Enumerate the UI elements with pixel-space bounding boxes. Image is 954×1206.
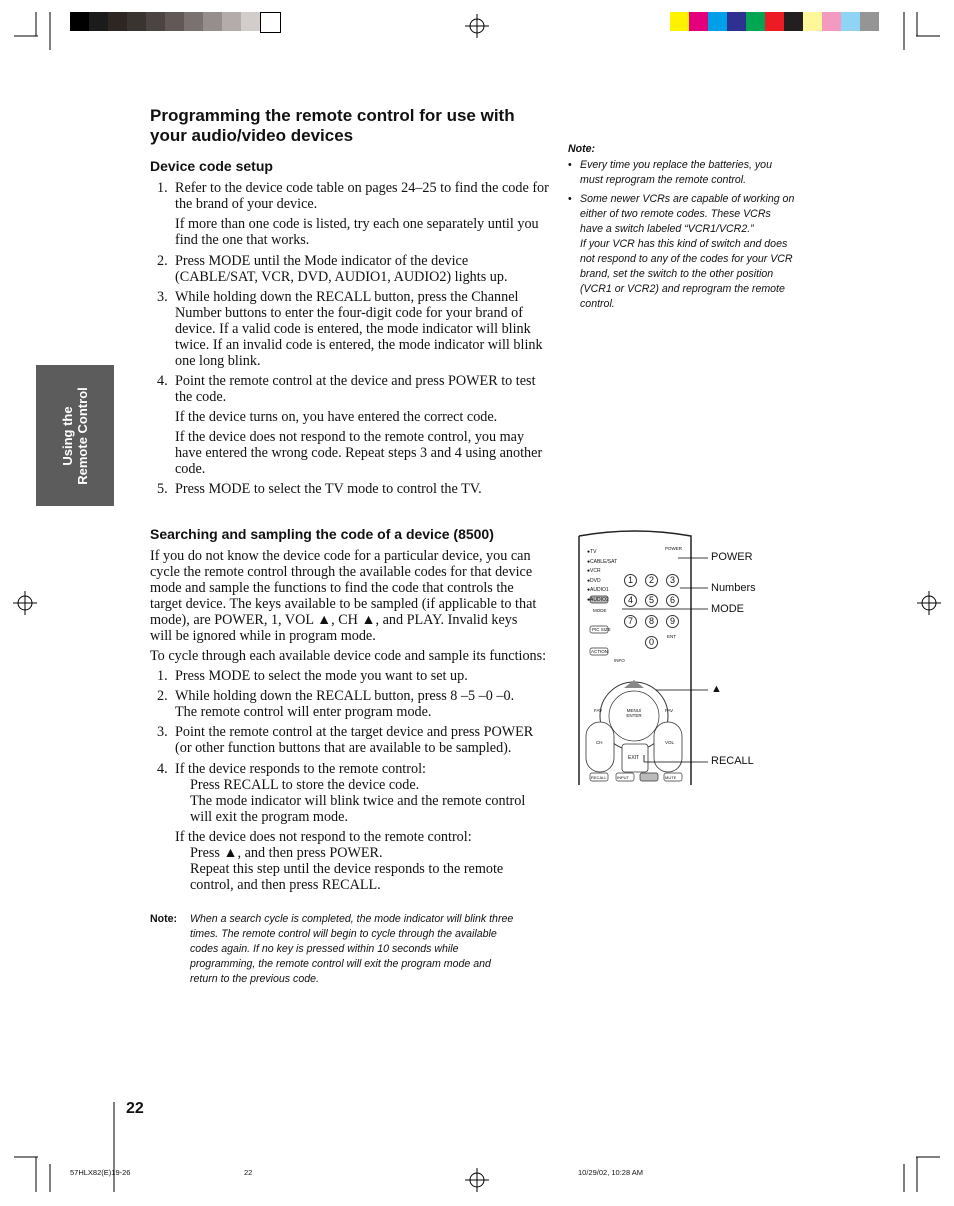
- section-side-tab: [36, 365, 114, 506]
- callout-numbers: Numbers: [711, 582, 756, 594]
- number-key-4[interactable]: 4: [624, 594, 637, 607]
- step-4d: Press ▲, and then press POWER.: [190, 845, 383, 861]
- searching-intro: If you do not know the device code for a particular device, you can cycle the remote control through the available codes for that device mode and sample the functions to find the code that controls the target device. The keys available to be sampled (if applicable to that mode), are POWER, 1, VOL ▲, CH ▲, and PLAY. Invalid keys will be ignored while in program mode.: [150, 548, 537, 644]
- ent-label: ENT: [667, 634, 676, 639]
- note-bullet-2b: If your VCR has this kind of switch and does not respond to any of the codes for your VCR brand, set the switch to the other position (VCR1 or VCR2) and reprogram the remote control.: [580, 238, 793, 310]
- callout-up-arrow: ▲: [711, 683, 722, 695]
- pic-size-label: PIC SIZE: [592, 627, 611, 632]
- bottom-note-label: Note:: [150, 913, 178, 925]
- number-key-2[interactable]: 2: [645, 574, 658, 587]
- number-key-1[interactable]: 1: [624, 574, 637, 587]
- power-label: POWER: [665, 546, 683, 551]
- callout-recall: RECALL: [711, 755, 754, 767]
- number-key-9[interactable]: 9: [666, 615, 679, 628]
- note-bullet-2a: Some newer VCRs are capable of working on either of two remote codes. These VCRs have a switch labeled “VCR1/VCR2.”: [580, 193, 795, 235]
- mode-indicator: ●VCR: [587, 568, 601, 575]
- step-4c: If the device does not respond to the remote control:: [175, 829, 472, 845]
- searching-heading: Searching and sampling the code of a device (8500): [150, 526, 494, 542]
- callout-lines: [600, 550, 710, 770]
- info-label: INFO: [614, 658, 625, 663]
- side-tab-line1: Using the: [60, 405, 75, 466]
- mode-indicator: ●CABLE/SAT: [587, 558, 618, 565]
- callout-mode: MODE: [711, 603, 744, 615]
- note-bullet: •: [568, 159, 572, 171]
- recall-label: RECALL: [591, 775, 607, 780]
- page-number: 22: [126, 1100, 144, 1117]
- ch-label: CH: [596, 740, 603, 745]
- note-label: Note:: [568, 143, 596, 155]
- mode-indicator: ●TV: [587, 549, 597, 555]
- callout-power: POWER: [711, 551, 753, 563]
- fav-label-right: FAV: [665, 708, 674, 713]
- note-bullet-1: Every time you replace the batteries, you must reprogram the remote control.: [580, 159, 772, 186]
- input-label: INPUT: [617, 775, 629, 780]
- mode-indicator: ●AUDIO1: [587, 587, 609, 594]
- device-code-setup-heading: Device code setup: [150, 158, 273, 174]
- mute-label: MUTE: [665, 775, 677, 780]
- side-tab-line2: Remote Control: [75, 386, 90, 485]
- mode-indicator: ●AUDIO2: [587, 596, 609, 603]
- page-title: [150, 106, 570, 146]
- action-label: ACTION: [591, 649, 609, 654]
- exit-label: EXIT: [628, 755, 640, 761]
- number-key-0[interactable]: 0: [645, 636, 658, 649]
- footer-filename: 57HLX82(E)19-26: [70, 1168, 131, 1177]
- mode-indicator: ●DVD: [587, 577, 601, 584]
- footer-page: 22: [244, 1168, 253, 1177]
- step-4e: Repeat this step until the device responds to the remote control, and then press RECALL.: [190, 861, 504, 893]
- step-4b: The mode indicator will blink twice and the remote control will exit the program mode.: [190, 793, 526, 825]
- number-key-3[interactable]: 3: [666, 574, 679, 587]
- number-key-6[interactable]: 6: [666, 594, 679, 607]
- bottom-note-text: When a search cycle is completed, the mode indicator will blink three times. The remote control will begin to cycle through the available codes again. If no key is pressed within 10 seconds while programming, the remote control will exit the program mode and return to the previous code.: [190, 913, 514, 985]
- note-bullet: •: [568, 193, 572, 205]
- vol-label: VOL: [665, 740, 675, 745]
- mode-label: MODE: [593, 608, 607, 613]
- footer-timestamp: 10/29/02, 10:28 AM: [578, 1168, 644, 1177]
- number-key-8[interactable]: 8: [645, 615, 658, 628]
- number-key-7[interactable]: 7: [624, 615, 637, 628]
- page-title-line1: Programming the remote control for use with: [150, 106, 515, 125]
- step-4a: Press RECALL to store the device code.: [190, 777, 420, 793]
- page-title-line2: your audio/video devices: [150, 126, 354, 145]
- number-key-5[interactable]: 5: [645, 594, 658, 607]
- fav-label: FAV: [594, 708, 603, 713]
- menu-enter-label: MENU/ ENTER: [626, 708, 642, 718]
- searching-cycle: To cycle through each available device code and sample its functions:: [150, 648, 547, 664]
